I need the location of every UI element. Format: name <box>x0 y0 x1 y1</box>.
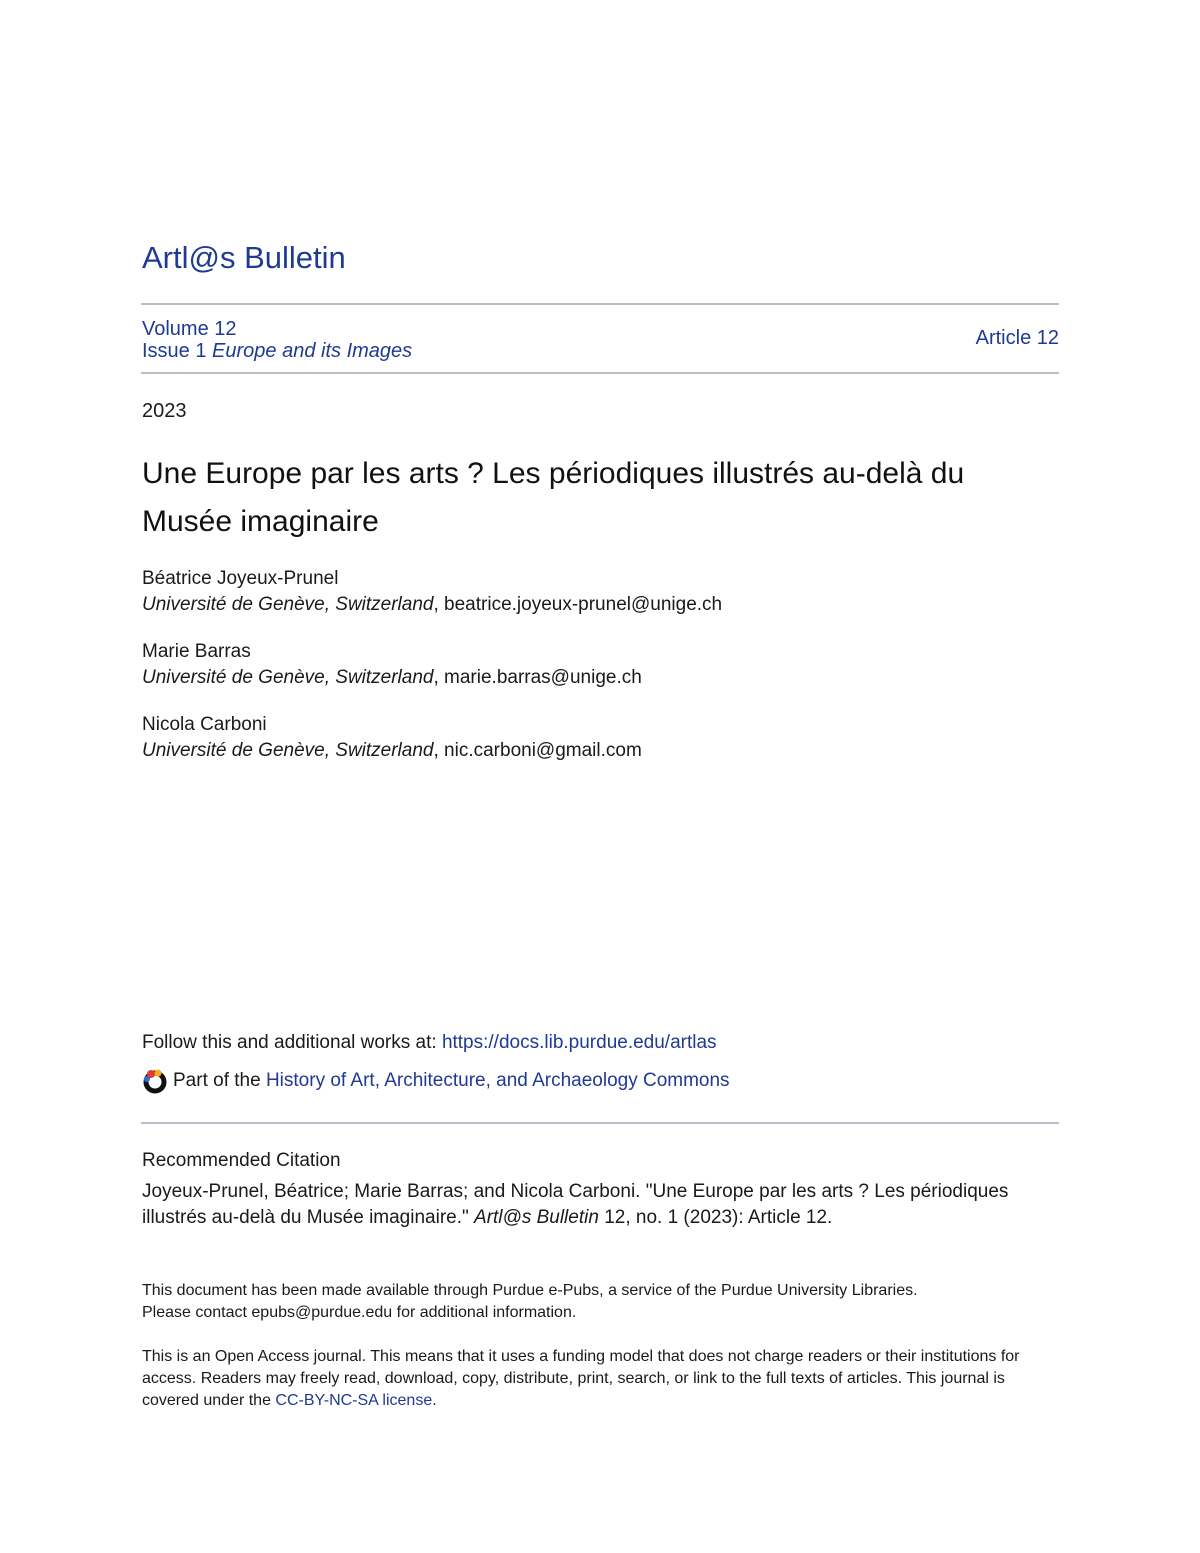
author-email: , beatrice.joyeux-prunel@unige.ch <box>433 594 723 615</box>
notice-line-1: This document has been made available through Purdue e-Pubs, a service of the Purdue University Libraries. <box>142 1282 918 1299</box>
open-access-text: This is an Open Access journal. This means that it uses a funding model that does not charge readers or their institutions for access. Readers may freely read, download, copy, distribute, print, search, or link to the full texts of articles. This journal is covered under the <box>142 1348 1020 1409</box>
commons-icon <box>142 1068 168 1094</box>
header-divider-top <box>141 303 1059 305</box>
citation-heading: Recommended Citation <box>142 1150 341 1171</box>
header-divider-bottom <box>141 372 1059 374</box>
author-name: Nicola Carboni <box>142 714 267 735</box>
author-2 <box>142 639 642 691</box>
author-affiliation: Université de Genève, Switzerland <box>142 740 434 761</box>
repository-link[interactable]: https://docs.lib.purdue.edu/artlas <box>441 1032 717 1053</box>
citation-divider <box>141 1122 1059 1124</box>
volume-link[interactable]: Volume 12 <box>142 318 237 340</box>
part-of-line <box>142 1068 730 1094</box>
author-1 <box>142 566 722 618</box>
author-affiliation: Université de Genève, Switzerland <box>142 594 434 615</box>
open-access-notice <box>142 1346 1042 1412</box>
author-affiliation: Université de Genève, Switzerland <box>142 667 434 688</box>
journal-title[interactable]: Artl@s Bulletin <box>142 240 346 275</box>
citation-text-after: 12, no. 1 (2023): Article 12. <box>598 1207 833 1228</box>
article-title: Une Europe par les arts ? Les périodiques illustrés au-delà du Musée imaginaire <box>142 457 965 538</box>
volume-issue-block <box>142 318 412 362</box>
part-of-prefix: Part of the <box>173 1070 261 1091</box>
citation-text-before: Joyeux-Prunel, Béatrice; Marie Barras; and Nicola Carboni. "Une Europe par les arts ? Les périodiques illustrés au-delà du Musée imaginaire." <box>142 1181 1009 1228</box>
issue-prefix: Issue 1 <box>142 340 207 362</box>
article-link[interactable]: Article 12 <box>975 327 1059 349</box>
publication-year: 2023 <box>142 400 187 422</box>
issue-title: Europe and its Images <box>212 340 413 362</box>
follow-line <box>142 1032 717 1054</box>
follow-prefix: Follow this and additional works at: <box>142 1032 442 1053</box>
notice-line-2: Please contact epubs@purdue.edu for additional information. <box>142 1304 577 1321</box>
issue-link[interactable] <box>142 340 412 362</box>
author-name: Béatrice Joyeux-Prunel <box>142 568 339 589</box>
purdue-notice <box>142 1280 1042 1324</box>
commons-link[interactable]: History of Art, Architecture, and Archaeology Commons <box>265 1070 730 1091</box>
citation-text <box>142 1179 1042 1231</box>
citation-journal: Artl@s Bulletin <box>474 1207 599 1228</box>
author-name: Marie Barras <box>142 641 251 662</box>
author-email: , marie.barras@unige.ch <box>433 667 642 688</box>
license-link[interactable]: CC-BY-NC-SA license <box>275 1392 433 1409</box>
author-3 <box>142 712 642 764</box>
open-access-suffix: . <box>432 1392 437 1409</box>
author-email: , nic.carboni@gmail.com <box>433 740 642 761</box>
